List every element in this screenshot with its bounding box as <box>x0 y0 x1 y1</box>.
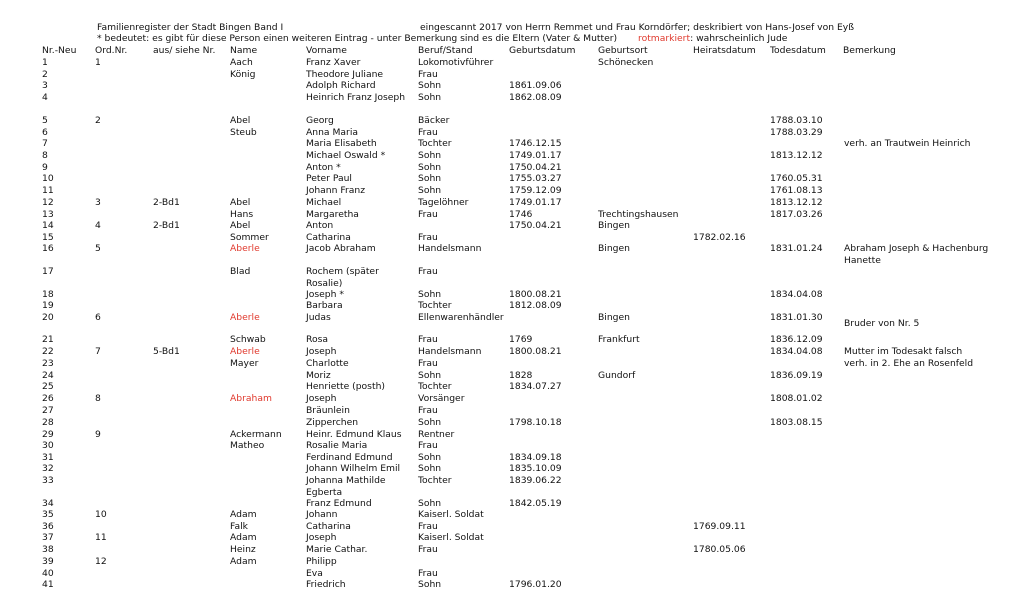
cell-geburtsdatum: 1796.01.20 <box>509 579 562 590</box>
cell-beruf: Sohn <box>418 80 442 91</box>
cell-aus: 5-Bd1 <box>153 346 180 357</box>
cell-vorname: Ferdinand Edmund <box>306 452 393 463</box>
cell-name: Adam <box>230 532 257 543</box>
cell-nr-neu: 9 <box>42 162 48 173</box>
cell-nr-neu: 1 <box>42 57 48 68</box>
cell-nr-neu: 23 <box>42 358 54 369</box>
cell-vorname: Johann Wilhelm Emil <box>306 463 401 474</box>
cell-name: Aberle <box>230 312 260 323</box>
cell-beruf: Tochter <box>418 381 452 392</box>
cell-geburtsdatum: 1835.10.09 <box>509 463 562 474</box>
cell-vorname: Johann Franz <box>306 185 366 196</box>
cell-heiratsdatum: 1780.05.06 <box>693 544 746 555</box>
cell-name: Abraham <box>230 393 272 404</box>
cell-ord-nr: 1 <box>95 57 101 68</box>
cell-vorname: Rosalie Maria <box>306 440 368 451</box>
cell-nr-neu: 25 <box>42 381 54 392</box>
cell-vorname: Michael <box>306 197 342 208</box>
cell-todesdatum: 1808.01.02 <box>770 393 823 404</box>
cell-geburtsdatum: 1750.04.21 <box>509 162 562 173</box>
cell-todesdatum: 1831.01.24 <box>770 243 823 254</box>
cell-vorname: Zipperchen <box>306 417 359 428</box>
cell-vorname: Heinr. Edmund Klaus <box>306 429 402 440</box>
cell-ord-nr: 3 <box>95 197 101 208</box>
cell-vorname: Franz Edmund <box>306 498 372 509</box>
cell-todesdatum: 1803.08.15 <box>770 417 823 428</box>
col-bemerkung: Bemerkung <box>843 45 896 56</box>
cell-todesdatum: 1834.04.08 <box>770 289 823 300</box>
cell-nr-neu: 34 <box>42 498 54 509</box>
cell-vorname: Adolph Richard <box>306 80 376 91</box>
cell-nr-neu: 33 <box>42 475 54 486</box>
cell-beruf: Frau <box>418 266 438 277</box>
cell-beruf: Sohn <box>418 498 442 509</box>
cell-ord-nr: 5 <box>95 243 101 254</box>
cell-nr-neu: 6 <box>42 127 48 138</box>
cell-vorname: Judas <box>306 312 331 323</box>
cell-vorname: Michael Oswald * <box>306 150 386 161</box>
cell-beruf: Frau <box>418 568 438 579</box>
cell-beruf: Sohn <box>418 370 442 381</box>
cell-todesdatum: 1834.04.08 <box>770 346 823 357</box>
cell-beruf: Bäcker <box>418 115 450 126</box>
cell-beruf: Ellenwarenhändler <box>418 312 504 323</box>
cell-geburtsdatum: 1828 <box>509 370 533 381</box>
cell-beruf: Rentner <box>418 429 455 440</box>
cell-todesdatum: 1760.05.31 <box>770 173 823 184</box>
cell-vorname: Charlotte <box>306 358 349 369</box>
cell-todesdatum: 1831.01.30 <box>770 312 823 323</box>
col-todesdatum: Todesdatum <box>770 45 826 56</box>
cell-todesdatum: 1788.03.10 <box>770 115 823 126</box>
cell-geburtsdatum: 1750.04.21 <box>509 220 562 231</box>
cell-nr-neu: 37 <box>42 532 54 543</box>
cell-nr-neu: 5 <box>42 115 48 126</box>
cell-geburtsdatum: 1862.08.09 <box>509 92 562 103</box>
cell-vorname: Anna Maria <box>306 127 358 138</box>
cell-ord-nr: 8 <box>95 393 101 404</box>
cell-name: Matheo <box>230 440 265 451</box>
cell-geburtsdatum: 1759.12.09 <box>509 185 562 196</box>
cell-nr-neu: 4 <box>42 92 48 103</box>
cell-aus: 2-Bd1 <box>153 220 180 231</box>
cell-vorname: Heinrich Franz Joseph <box>306 92 406 103</box>
cell-geburtsort: Schönecken <box>598 57 654 68</box>
cell-todesdatum: 1788.03.29 <box>770 127 823 138</box>
cell-vorname: Anton <box>306 220 334 231</box>
col-nr-neu: Nr.-Neu <box>42 45 77 56</box>
cell-beruf: Frau <box>418 209 438 220</box>
cell-nr-neu: 31 <box>42 452 54 463</box>
cell-todesdatum: 1813.12.12 <box>770 150 823 161</box>
cell-beruf: Vorsänger <box>418 393 465 404</box>
cell-name: Abel <box>230 220 251 231</box>
cell-nr-neu: 20 <box>42 312 54 323</box>
cell-vorname: Catharina <box>306 232 351 243</box>
cell-vorname: Jacob Abraham <box>306 243 376 254</box>
cell-todesdatum: 1813.12.12 <box>770 197 823 208</box>
cell-name: Aach <box>230 57 253 68</box>
cell-nr-neu: 32 <box>42 463 54 474</box>
cell-vorname: Eva <box>306 568 323 579</box>
cell-geburtsdatum: 1812.08.09 <box>509 300 562 311</box>
cell-nr-neu: 12 <box>42 197 54 208</box>
cell-nr-neu: 14 <box>42 220 54 231</box>
cell-vorname: Moriz <box>306 370 331 381</box>
cell-geburtsdatum: 1755.03.27 <box>509 173 562 184</box>
cell-vorname: Franz Xaver <box>306 57 361 68</box>
cell-vorname-line2: Egberta <box>306 487 343 498</box>
cell-vorname: Friedrich <box>306 579 346 590</box>
cell-beruf: Sohn <box>418 185 442 196</box>
cell-nr-neu: 38 <box>42 544 54 555</box>
cell-todesdatum: 1761.08.13 <box>770 185 823 196</box>
cell-beruf: Tochter <box>418 475 452 486</box>
cell-name: Blad <box>230 266 251 277</box>
cell-geburtsdatum: 1800.08.21 <box>509 346 562 357</box>
cell-geburtsdatum: 1842.05.19 <box>509 498 562 509</box>
cell-nr-neu: 41 <box>42 579 54 590</box>
col-ord-nr: Ord.Nr. <box>95 45 128 56</box>
legend-red-note: : wahrscheinlich Jude <box>690 33 788 44</box>
cell-nr-neu: 8 <box>42 150 48 161</box>
col-geburtsdatum: Geburtsdatum <box>509 45 576 56</box>
cell-beruf: Frau <box>418 358 438 369</box>
cell-beruf: Sohn <box>418 289 442 300</box>
cell-beruf: Handelsmann <box>418 346 482 357</box>
cell-beruf: Tochter <box>418 138 452 149</box>
cell-todesdatum: 1836.12.09 <box>770 334 823 345</box>
cell-nr-neu: 19 <box>42 300 54 311</box>
cell-geburtsdatum: 1834.09.18 <box>509 452 562 463</box>
cell-vorname: Henriette (posth) <box>306 381 385 392</box>
cell-nr-neu: 27 <box>42 405 54 416</box>
cell-vorname: Joseph * <box>306 289 344 300</box>
cell-bemerkung: Abraham Joseph & Hachenburg <box>844 243 989 254</box>
cell-ord-nr: 7 <box>95 346 101 357</box>
cell-geburtsort: Bingen <box>598 220 630 231</box>
cell-ord-nr: 12 <box>95 556 107 567</box>
cell-beruf: Frau <box>418 232 438 243</box>
cell-vorname: Joseph <box>306 346 337 357</box>
cell-name: Aberle <box>230 243 260 254</box>
cell-geburtsdatum: 1749.01.17 <box>509 197 562 208</box>
cell-geburtsort: Frankfurt <box>598 334 640 345</box>
cell-nr-neu: 10 <box>42 173 54 184</box>
cell-beruf: Sohn <box>418 579 442 590</box>
cell-name: Mayer <box>230 358 259 369</box>
cell-nr-neu: 22 <box>42 346 54 357</box>
cell-bemerkung: verh. in 2. Ehe an Rosenfeld <box>844 358 974 369</box>
cell-vorname: Maria Elisabeth <box>306 138 377 149</box>
cell-beruf: Frau <box>418 127 438 138</box>
cell-nr-neu: 40 <box>42 568 54 579</box>
cell-vorname: Marie Cathar. <box>306 544 368 555</box>
cell-beruf: Frau <box>418 544 438 555</box>
cell-nr-neu: 15 <box>42 232 54 243</box>
legend-note: * bedeutet: es gibt für diese Person einen weiteren Eintrag - unter Bemerkung sind es die Eltern (Vater & Mutter) <box>97 33 618 44</box>
cell-geburtsdatum: 1749.01.17 <box>509 150 562 161</box>
cell-nr-neu: 35 <box>42 509 54 520</box>
cell-beruf: Sohn <box>418 463 442 474</box>
cell-nr-neu: 24 <box>42 370 54 381</box>
col-aus: aus/ siehe Nr. <box>153 45 216 56</box>
cell-todesdatum: 1817.03.26 <box>770 209 823 220</box>
cell-todesdatum: 1836.09.19 <box>770 370 823 381</box>
cell-name: Falk <box>230 521 248 532</box>
cell-aus: 2-Bd1 <box>153 197 180 208</box>
cell-vorname: Margaretha <box>306 209 359 220</box>
cell-geburtsort: Trechtingshausen <box>598 209 679 220</box>
cell-geburtsort: Gundorf <box>598 370 636 381</box>
cell-name: Adam <box>230 509 257 520</box>
cell-geburtsdatum: 1746 <box>509 209 533 220</box>
cell-beruf: Tochter <box>418 300 452 311</box>
cell-geburtsort: Bingen <box>598 243 630 254</box>
cell-nr-neu: 28 <box>42 417 54 428</box>
cell-nr-neu: 26 <box>42 393 54 404</box>
cell-bemerkung-line2: Bruder von Nr. 5 <box>844 318 920 329</box>
cell-vorname: Rochem (später <box>306 266 379 277</box>
cell-beruf: Sohn <box>418 162 442 173</box>
cell-nr-neu: 21 <box>42 334 54 345</box>
cell-ord-nr: 10 <box>95 509 107 520</box>
col-name: Name <box>230 45 258 56</box>
cell-vorname-line2: Rosalie) <box>306 278 343 289</box>
legend-red-label: rotmarkiert <box>638 33 691 44</box>
cell-ord-nr: 9 <box>95 429 101 440</box>
col-geburtsort: Geburtsort <box>598 45 648 56</box>
cell-vorname: Peter Paul <box>306 173 352 184</box>
cell-name: Ackermann <box>230 429 282 440</box>
scan-note: eingescannt 2017 von Herrn Remmet und Frau Korndörfer; deskribiert von Hans-Josef von Eyß <box>420 22 854 33</box>
cell-beruf: Sohn <box>418 452 442 463</box>
cell-name: Aberle <box>230 346 260 357</box>
cell-geburtsort: Bingen <box>598 312 630 323</box>
col-heiratsdatum: Heiratsdatum <box>693 45 756 56</box>
cell-vorname: Catharina <box>306 521 351 532</box>
cell-name: Adam <box>230 556 257 567</box>
cell-beruf: Sohn <box>418 150 442 161</box>
cell-beruf: Handelsmann <box>418 243 482 254</box>
cell-beruf: Kaiserl. Soldat <box>418 509 484 520</box>
cell-bemerkung: Mutter im Todesakt falsch <box>844 346 963 357</box>
cell-nr-neu: 7 <box>42 138 48 149</box>
cell-vorname: Georg <box>306 115 334 126</box>
cell-nr-neu: 18 <box>42 289 54 300</box>
cell-beruf: Frau <box>418 69 438 80</box>
cell-name: Abel <box>230 197 251 208</box>
cell-geburtsdatum: 1834.07.27 <box>509 381 562 392</box>
cell-ord-nr: 11 <box>95 532 107 543</box>
cell-name: König <box>230 69 256 80</box>
cell-vorname: Joseph <box>306 393 337 404</box>
cell-beruf: Frau <box>418 440 438 451</box>
cell-geburtsdatum: 1769 <box>509 334 533 345</box>
cell-name: Heinz <box>230 544 256 555</box>
cell-name: Abel <box>230 115 251 126</box>
cell-nr-neu: 3 <box>42 80 48 91</box>
cell-vorname: Johanna Mathilde <box>306 475 386 486</box>
cell-nr-neu: 29 <box>42 429 54 440</box>
cell-vorname: Barbara <box>306 300 343 311</box>
cell-nr-neu: 11 <box>42 185 54 196</box>
cell-nr-neu: 2 <box>42 69 48 80</box>
cell-ord-nr: 2 <box>95 115 101 126</box>
cell-name: Sommer <box>230 232 269 243</box>
cell-geburtsdatum: 1800.08.21 <box>509 289 562 300</box>
cell-bemerkung-line2: Hanette <box>844 255 881 266</box>
cell-beruf: Lokomotivführer <box>418 57 494 68</box>
cell-vorname: Theodore Juliane <box>306 69 384 80</box>
cell-beruf: Frau <box>418 334 438 345</box>
cell-beruf: Sohn <box>418 92 442 103</box>
cell-geburtsdatum: 1746.12.15 <box>509 138 562 149</box>
cell-vorname: Joseph <box>306 532 337 543</box>
cell-vorname: Rosa <box>306 334 329 345</box>
cell-nr-neu: 39 <box>42 556 54 567</box>
cell-geburtsdatum: 1798.10.18 <box>509 417 562 428</box>
cell-name: Schwab <box>230 334 266 345</box>
cell-geburtsdatum: 1861.09.06 <box>509 80 562 91</box>
cell-bemerkung: verh. an Trautwein Heinrich <box>844 138 971 149</box>
cell-ord-nr: 4 <box>95 220 101 231</box>
col-beruf: Beruf/Stand <box>418 45 473 56</box>
cell-geburtsdatum: 1839.06.22 <box>509 475 562 486</box>
cell-beruf: Frau <box>418 405 438 416</box>
cell-nr-neu: 36 <box>42 521 54 532</box>
document-title: Familienregister der Stadt Bingen Band I <box>97 22 284 33</box>
cell-beruf: Kaiserl. Soldat <box>418 532 484 543</box>
cell-vorname: Philipp <box>306 556 337 567</box>
cell-nr-neu: 17 <box>42 266 54 277</box>
cell-vorname: Johann <box>306 509 338 520</box>
cell-beruf: Sohn <box>418 417 442 428</box>
cell-beruf: Sohn <box>418 173 442 184</box>
cell-ord-nr: 6 <box>95 312 101 323</box>
cell-nr-neu: 13 <box>42 209 54 220</box>
cell-vorname: Bräunlein <box>306 405 350 416</box>
col-vorname: Vorname <box>306 45 347 56</box>
cell-nr-neu: 16 <box>42 243 54 254</box>
cell-name: Steub <box>230 127 257 138</box>
cell-name: Hans <box>230 209 254 220</box>
cell-beruf: Frau <box>418 521 438 532</box>
cell-vorname: Anton * <box>306 162 341 173</box>
cell-heiratsdatum: 1769.09.11 <box>693 521 746 532</box>
cell-heiratsdatum: 1782.02.16 <box>693 232 746 243</box>
cell-beruf: Tagelöhner <box>418 197 469 208</box>
cell-nr-neu: 30 <box>42 440 54 451</box>
